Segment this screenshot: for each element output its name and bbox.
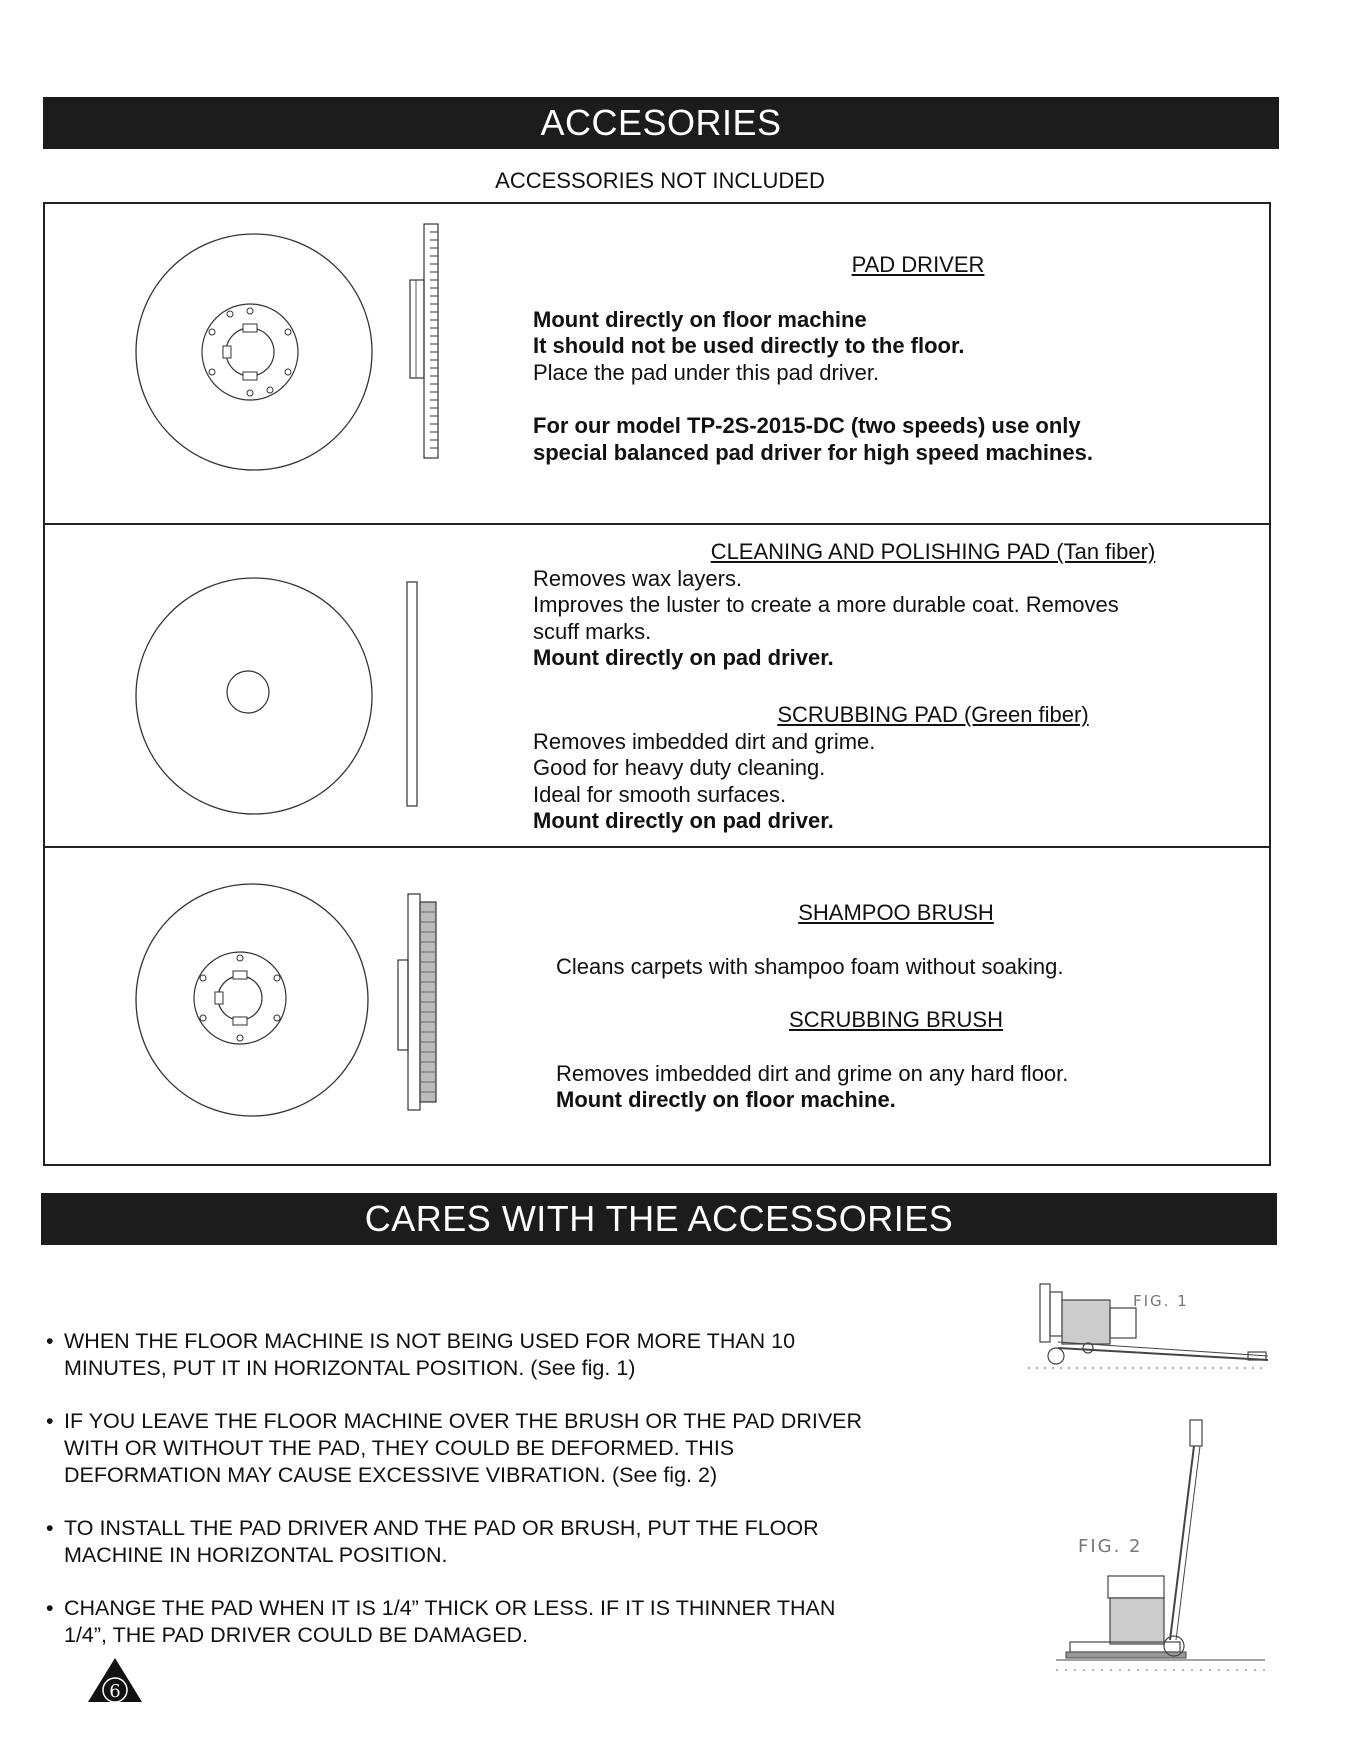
scrubbing-pad-heading: SCRUBBING PAD (Green fiber) [777,702,1089,727]
care-item-line: MINUTES, PUT IT IN HORIZONTAL POSITION. (See fig. 1) [64,1356,636,1380]
shampoo-brush-description [556,900,1256,980]
pad-driver-description [533,252,1253,466]
care-item-line: DEFORMATION MAY CAUSE EXCESSIVE VIBRATION. (See fig. 2) [64,1463,718,1487]
pad-front-drawing [130,572,380,822]
scrubbing-pad-line: Good for heavy duty cleaning. [533,755,826,780]
page-number: 6 [109,1681,121,1702]
pad-driver-side-drawing [392,222,452,462]
row-divider [43,523,1271,525]
shampoo-brush-heading: SHAMPOO BRUSH [798,900,994,925]
cleaning-pad-line: Mount directly on pad driver. [533,645,834,670]
pad-driver-line: Mount directly on floor machine [533,306,867,332]
scrubbing-pad-description [533,702,1273,835]
fig1-machine-horizontal-drawing [1018,1278,1278,1378]
brush-side-drawing [390,892,450,1114]
scrubbing-brush-line: Removes imbedded dirt and grime on any hard floor. [556,1060,1069,1086]
cleaning-pad-line: Improves the luster to create a more durable coat. Removes [533,592,1119,617]
care-item-line: WITH OR WITHOUT THE PAD, THEY COULD BE DEFORMED. THIS [64,1436,735,1460]
scrubbing-pad-line: Ideal for smooth surfaces. [533,781,787,807]
pad-driver-front-drawing [130,228,380,478]
cares-banner: CARES WITH THE ACCESSORIES [41,1193,1277,1245]
cleaning-pad-line: scuff marks. [533,618,652,644]
care-item-line: MACHINE IN HORIZONTAL POSITION. [64,1543,448,1567]
pad-driver-line: It should not be used directly to the floor. [533,333,965,358]
accessories-subtitle: ACCESSORIES NOT INCLUDED [495,168,825,193]
scrubbing-brush-description [556,1007,1256,1114]
scrubbing-pad-line: Removes imbedded dirt and grime. [533,728,876,754]
bullet: • [46,1596,54,1620]
pad-driver-heading: PAD DRIVER [851,252,985,277]
pad-driver-line: special balanced pad driver for high speed machines. [533,439,1093,465]
care-item-line: WHEN THE FLOOR MACHINE IS NOT BEING USED FOR MORE THAN 10 [64,1329,796,1353]
shampoo-brush-line: Cleans carpets with shampoo foam without soaking. [556,953,1064,979]
cleaning-pad-description [533,539,1273,672]
care-item-line: IF YOU LEAVE THE FLOOR MACHINE OVER THE BRUSH OR THE PAD DRIVER [64,1409,863,1433]
care-item [46,1515,1006,1569]
page-number-badge [86,1656,144,1704]
pad-side-drawing [404,580,424,810]
pad-driver-line: For our model TP-2S-2015-DC (two speeds) use only [533,413,1081,438]
scrubbing-brush-line: Mount directly on floor machine. [556,1087,896,1112]
scrubbing-pad-line: Mount directly on pad driver. [533,808,834,833]
scrubbing-brush-heading: SCRUBBING BRUSH [789,1007,1003,1032]
care-item-line: TO INSTALL THE PAD DRIVER AND THE PAD OR BRUSH, PUT THE FLOOR [64,1516,819,1540]
fig2-machine-upright-drawing [1050,1418,1275,1676]
care-item-line: 1/4”, THE PAD DRIVER COULD BE DAMAGED. [64,1623,528,1647]
care-item [46,1408,1006,1489]
bullet: • [46,1329,54,1353]
brush-front-drawing [128,880,378,1130]
bullet: • [46,1409,54,1433]
bullet: • [46,1516,54,1540]
fig1-label: FIG. 1 [1133,1292,1189,1310]
row-divider [43,846,1271,848]
pad-driver-line: Place the pad under this pad driver. [533,359,880,385]
cleaning-pad-heading: CLEANING AND POLISHING PAD (Tan fiber) [710,539,1156,564]
fig2-label: FIG. 2 [1078,1536,1143,1557]
care-item [46,1328,1006,1382]
care-item-line: CHANGE THE PAD WHEN IT IS 1/4” THICK OR LESS. IF IT IS THINNER THAN [64,1596,836,1620]
accessories-banner: ACCESORIES [43,97,1279,149]
cleaning-pad-line: Removes wax layers. [533,565,743,591]
care-item [46,1595,1006,1649]
